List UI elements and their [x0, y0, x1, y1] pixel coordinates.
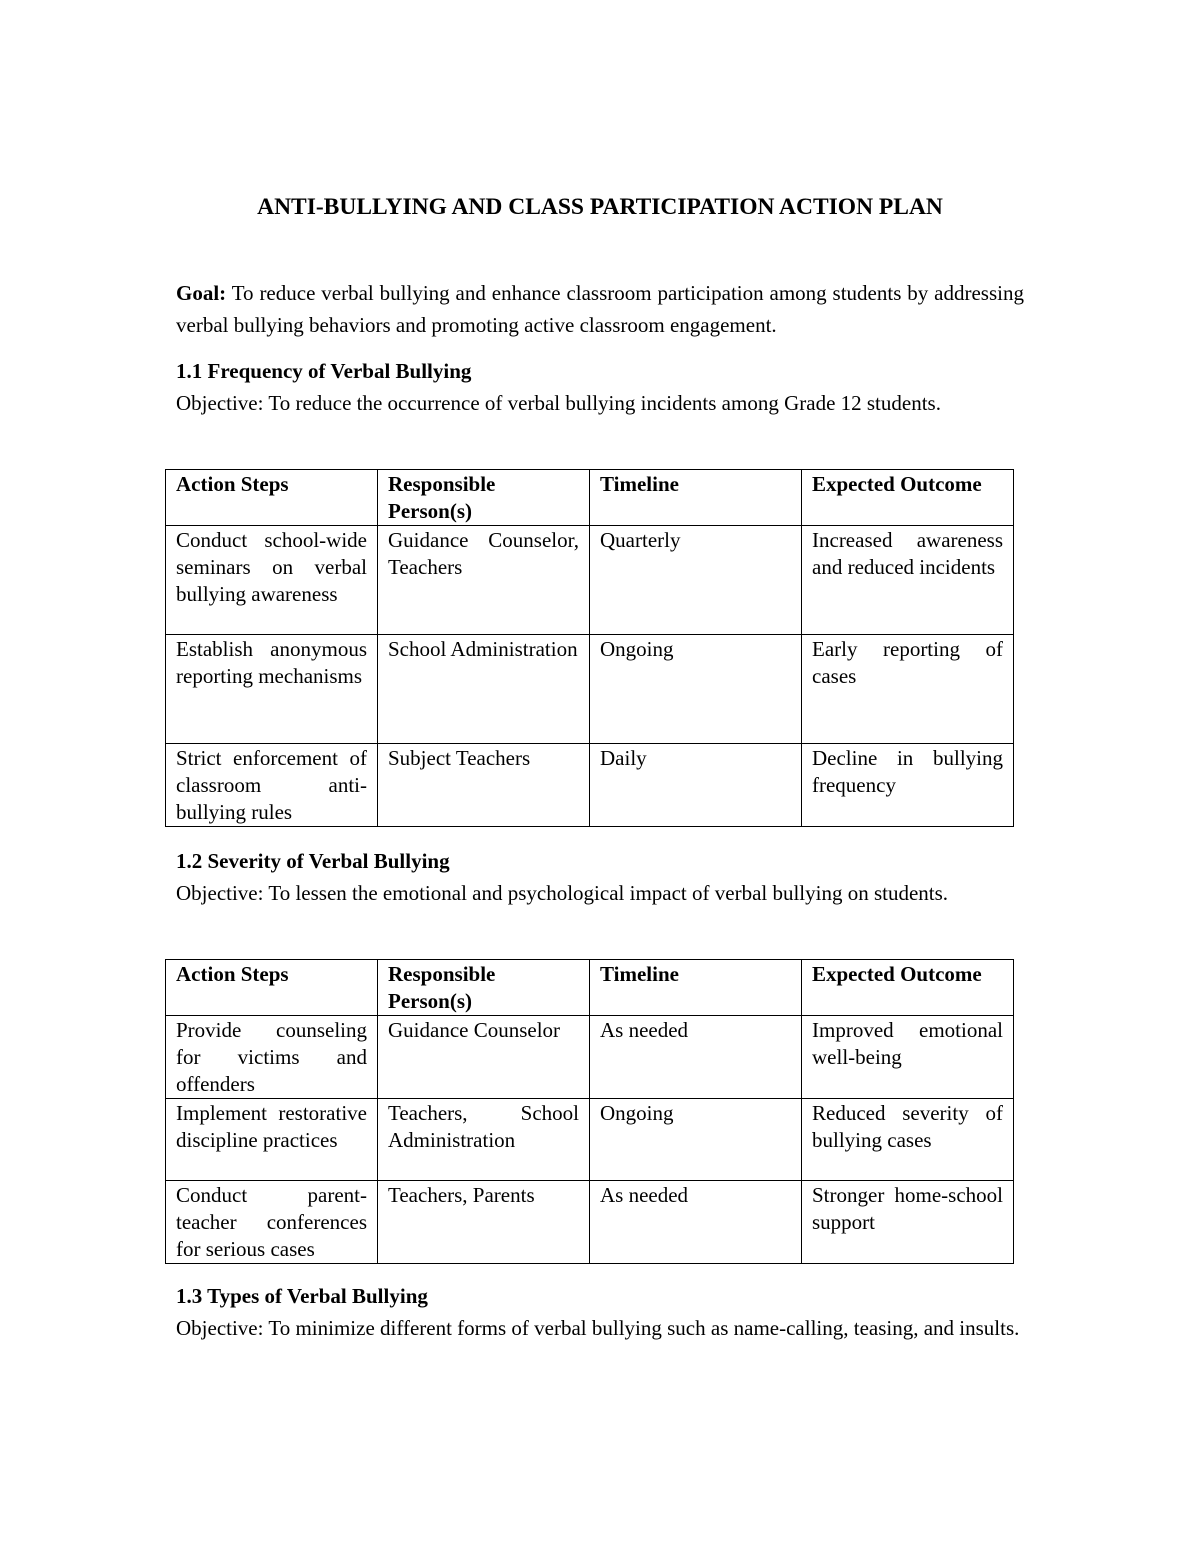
- document-title: ANTI-BULLYING AND CLASS PARTICIPATION ACTION PLAN: [257, 194, 943, 220]
- cell-responsible: School Administration: [378, 635, 590, 744]
- table-row: [166, 526, 1014, 635]
- cell-timeline: Ongoing: [590, 635, 802, 744]
- header-timeline: Timeline: [590, 470, 802, 526]
- cell-outcome: Reduced severity of bullying cases: [802, 1099, 1014, 1181]
- section-heading-severity: 1.2 Severity of Verbal Bullying: [176, 849, 450, 873]
- cell-action-step: Strict enforcement of classroom anti-bullying rules: [166, 744, 378, 827]
- action-table-frequency: [165, 469, 1014, 827]
- cell-responsible: Guidance Counselor, Teachers: [378, 526, 590, 635]
- cell-action-step: Establish anonymous reporting mechanisms: [166, 635, 378, 744]
- cell-responsible: Guidance Counselor: [378, 1016, 590, 1099]
- cell-responsible: Subject Teachers: [378, 744, 590, 827]
- section-heading-frequency: 1.1 Frequency of Verbal Bullying: [176, 359, 472, 383]
- header-responsible-persons: Responsible Person(s): [378, 960, 590, 1016]
- cell-outcome: Early reporting of cases: [802, 635, 1014, 744]
- table-row: [166, 1099, 1014, 1181]
- cell-timeline: Ongoing: [590, 1099, 802, 1181]
- table-row: [166, 1016, 1014, 1099]
- cell-outcome: Improved emotional well-being: [802, 1016, 1014, 1099]
- header-responsible-persons: Responsible Person(s): [378, 470, 590, 526]
- goal-text: To reduce verbal bullying and enhance classroom participation among students by addressing verbal bullying behaviors and promoting active classroom engagement.: [176, 281, 1024, 337]
- cell-timeline: Daily: [590, 744, 802, 827]
- cell-outcome: Increased awareness and reduced incidents: [802, 526, 1014, 635]
- cell-responsible: Teachers, Parents: [378, 1181, 590, 1264]
- cell-responsible: Teachers, School Administration: [378, 1099, 590, 1181]
- cell-timeline: As needed: [590, 1181, 802, 1264]
- cell-action-step: Implement restorative discipline practices: [166, 1099, 378, 1181]
- header-action-steps: Action Steps: [166, 470, 378, 526]
- action-table-severity: [165, 959, 1014, 1264]
- header-expected-outcome: Expected Outcome: [802, 960, 1014, 1016]
- cell-action-step: Conduct parent-teacher conferences for serious cases: [166, 1181, 378, 1264]
- cell-action-step: Conduct school-wide seminars on verbal bullying awareness: [166, 526, 378, 635]
- table-header-row: [166, 470, 1014, 526]
- section-heading-types: 1.3 Types of Verbal Bullying: [176, 1284, 428, 1308]
- cell-outcome: Decline in bullying frequency: [802, 744, 1014, 827]
- section-objective-types: Objective: To minimize different forms of verbal bullying such as name-calling, teasing, and insults.: [176, 1316, 1020, 1340]
- goal-label: Goal:: [176, 281, 227, 305]
- table-row: [166, 744, 1014, 827]
- cell-timeline: As needed: [590, 1016, 802, 1099]
- header-timeline: Timeline: [590, 960, 802, 1016]
- table-row: [166, 635, 1014, 744]
- header-expected-outcome: Expected Outcome: [802, 470, 1014, 526]
- cell-timeline: Quarterly: [590, 526, 802, 635]
- table-header-row: [166, 960, 1014, 1016]
- header-action-steps: Action Steps: [166, 960, 378, 1016]
- section-objective-frequency: Objective: To reduce the occurrence of verbal bullying incidents among Grade 12 students.: [176, 391, 941, 415]
- cell-action-step: Provide counseling for victims and offenders: [166, 1016, 378, 1099]
- cell-outcome: Stronger home-school support: [802, 1181, 1014, 1264]
- goal-paragraph: [176, 277, 1024, 341]
- section-objective-severity: Objective: To lessen the emotional and psychological impact of verbal bullying on students.: [176, 881, 949, 905]
- table-row: [166, 1181, 1014, 1264]
